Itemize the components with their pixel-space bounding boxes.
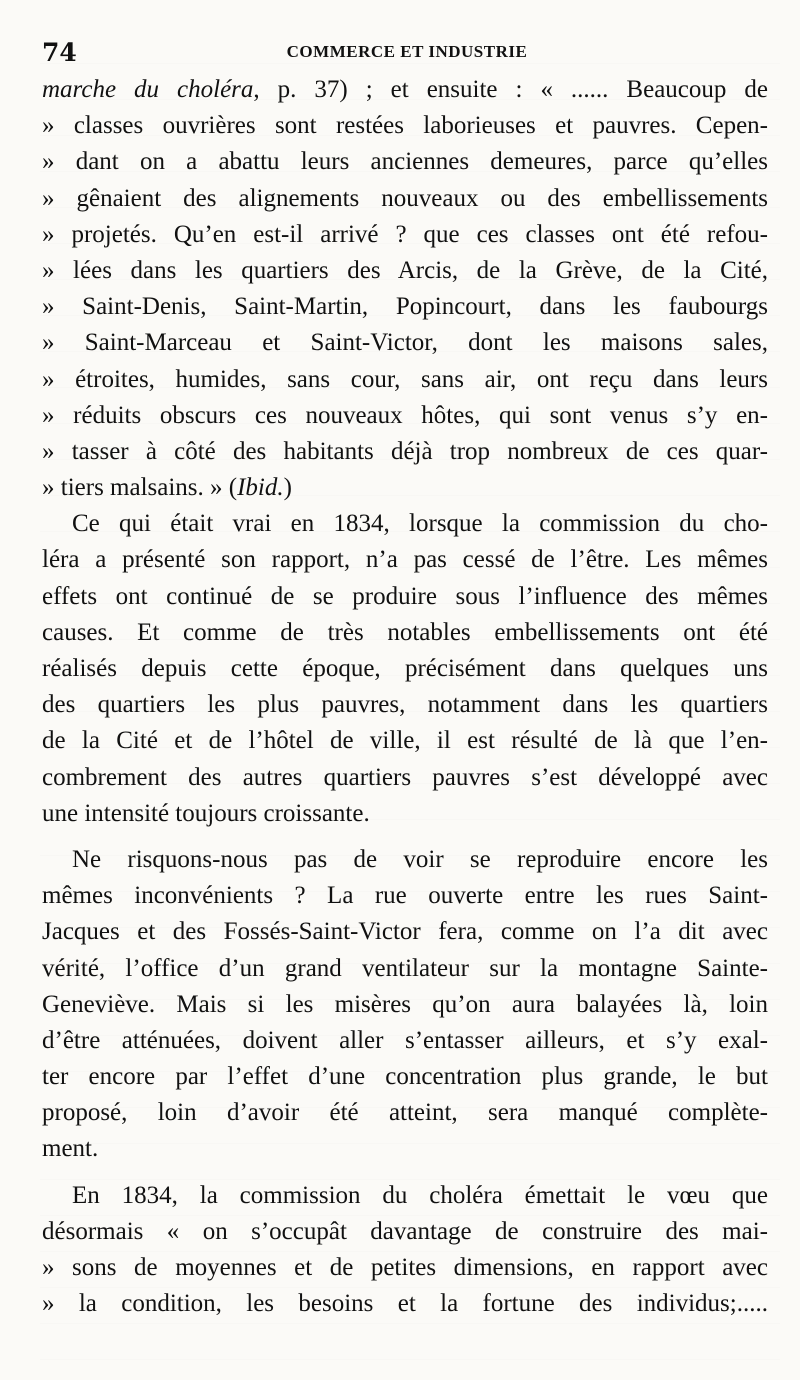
text-line [42, 181, 768, 217]
text-line-content: une intensité toujours croissante. [42, 799, 370, 827]
paragraph [42, 1178, 768, 1323]
text-line [42, 842, 768, 878]
text-line-content: » sons de moyennes et de petites dimensions, en rapport avec [42, 1254, 768, 1281]
text-line-content: » réduits obscurs ces nouveaux hôtes, qui sont venus s’y en- [42, 401, 768, 429]
text-line-content: » Saint-Denis, Saint-Martin, Popincourt, dans les faubourgs [42, 293, 768, 321]
body-text [42, 72, 768, 1322]
text-line [42, 72, 768, 108]
text-line [42, 289, 768, 325]
text-line [42, 1214, 768, 1250]
text-line [42, 542, 768, 578]
text-line [42, 1250, 768, 1286]
text-line-content: de la Cité et de l’hôtel de ville, il est résulté de là que l’en- [42, 727, 768, 755]
text-line-content: » Saint-Marceau et Saint-Victor, dont les maisons sales, [42, 329, 768, 357]
text-line [42, 878, 768, 914]
text-line-content: » la condition, les besoins et la fortune des individus;..... [42, 1290, 768, 1318]
paragraph [42, 842, 768, 1168]
text-line [42, 615, 768, 651]
text-line [42, 579, 768, 615]
text-line-content: Ce qui était vrai en 1834, lorsque la commission du cho- [72, 510, 768, 538]
paragraph-quotation [42, 72, 768, 506]
text-line [42, 217, 768, 253]
text-line-content: ment. [42, 1135, 99, 1163]
text-line-content: » dant on a abattu leurs anciennes demeures, parce qu’elles [42, 148, 768, 176]
text-line-content: » gênaient des alignements nouveaux ou des embellissements [42, 184, 768, 212]
text-line [42, 1095, 768, 1131]
text-line-content: » classes ouvrières sont restées laborieuses et pauvres. Cepen- [42, 112, 768, 140]
text-line [42, 914, 768, 950]
text-line-content: des quartiers les plus pauvres, notamment dans les quartiers [42, 691, 768, 719]
paragraph-gap [42, 832, 768, 842]
text-line [42, 362, 768, 398]
text-line [42, 723, 768, 759]
text-line-content: désormais « on s’occupât davantage de construire des mai- [42, 1217, 768, 1245]
text-line-content: léra a présenté son rapport, n’a pas cessé de l’être. Les mêmes [42, 546, 768, 574]
paragraph-gap [42, 1168, 768, 1178]
text-line-content: marche du choléra, p. 37) ; et ensuite : « ...... Beaucoup de [42, 76, 768, 103]
running-title: COMMERCE ET INDUSTRIE [286, 42, 528, 61]
text-line [42, 651, 768, 687]
text-line-content: » étroites, humides, sans cour, sans air, ont reçu dans leurs [42, 365, 768, 393]
text-line-content: » tiers malsains. » (Ibid.) [42, 474, 292, 502]
text-line-content: réalisés depuis cette époque, précisément dans quelques uns [42, 655, 768, 682]
text-line [42, 796, 768, 832]
text-line-content: Jacques et des Fossés-Saint-Victor fera, comme on l’a dit avec [42, 918, 768, 946]
text-line [42, 434, 768, 470]
text-line-content: effets ont continué de se produire sous l’influence des mêmes [42, 582, 768, 610]
text-line [42, 1131, 768, 1167]
text-line-content: Geneviève. Mais si les misères qu’on aura balayées là, loin [42, 990, 768, 1018]
text-line [42, 687, 768, 723]
text-line-content: mêmes inconvénients ? La rue ouverte entre les rues Saint- [42, 882, 768, 910]
text-line [42, 144, 768, 180]
text-line-content: vérité, l’office d’un grand ventilateur sur la montagne Sainte- [42, 954, 768, 982]
text-line [42, 253, 768, 289]
text-line [42, 506, 768, 542]
text-line [42, 1178, 768, 1214]
text-line [42, 398, 768, 434]
text-line [42, 1059, 768, 1095]
text-line [42, 470, 768, 506]
text-line-content: causes. Et comme de très notables embellissements ont été [42, 618, 768, 646]
text-line [42, 760, 768, 796]
paragraph [42, 506, 768, 832]
text-line-content: En 1834, la commission du choléra émettait le vœu que [72, 1181, 768, 1209]
text-line-content: » tasser à côté des habitants déjà trop nombreux de ces quar- [42, 437, 768, 465]
text-line [42, 951, 768, 987]
text-line-content: ter encore par l’effet d’une concentration plus grande, le but [42, 1063, 768, 1091]
text-line-content: combrement des autres quartiers pauvres s’est développé avec [42, 763, 768, 791]
text-line-content: d’être atténuées, doivent aller s’entasser ailleurs, et s’y exal- [42, 1026, 768, 1054]
text-line [42, 1286, 768, 1322]
text-line [42, 325, 768, 361]
page-number: 74 [42, 38, 77, 67]
text-line-content: proposé, loin d’avoir été atteint, sera manqué complète- [42, 1099, 768, 1127]
text-line [42, 987, 768, 1023]
text-line [42, 1023, 768, 1059]
text-line-content: » projetés. Qu’en est-il arrivé ? que ces classes ont été refou- [42, 220, 768, 248]
text-line [42, 108, 768, 144]
text-line-content: Ne risquons-nous pas de voir se reproduire encore les [72, 845, 768, 873]
text-line-content: » lées dans les quartiers des Arcis, de la Grève, de la Cité, [42, 256, 768, 284]
